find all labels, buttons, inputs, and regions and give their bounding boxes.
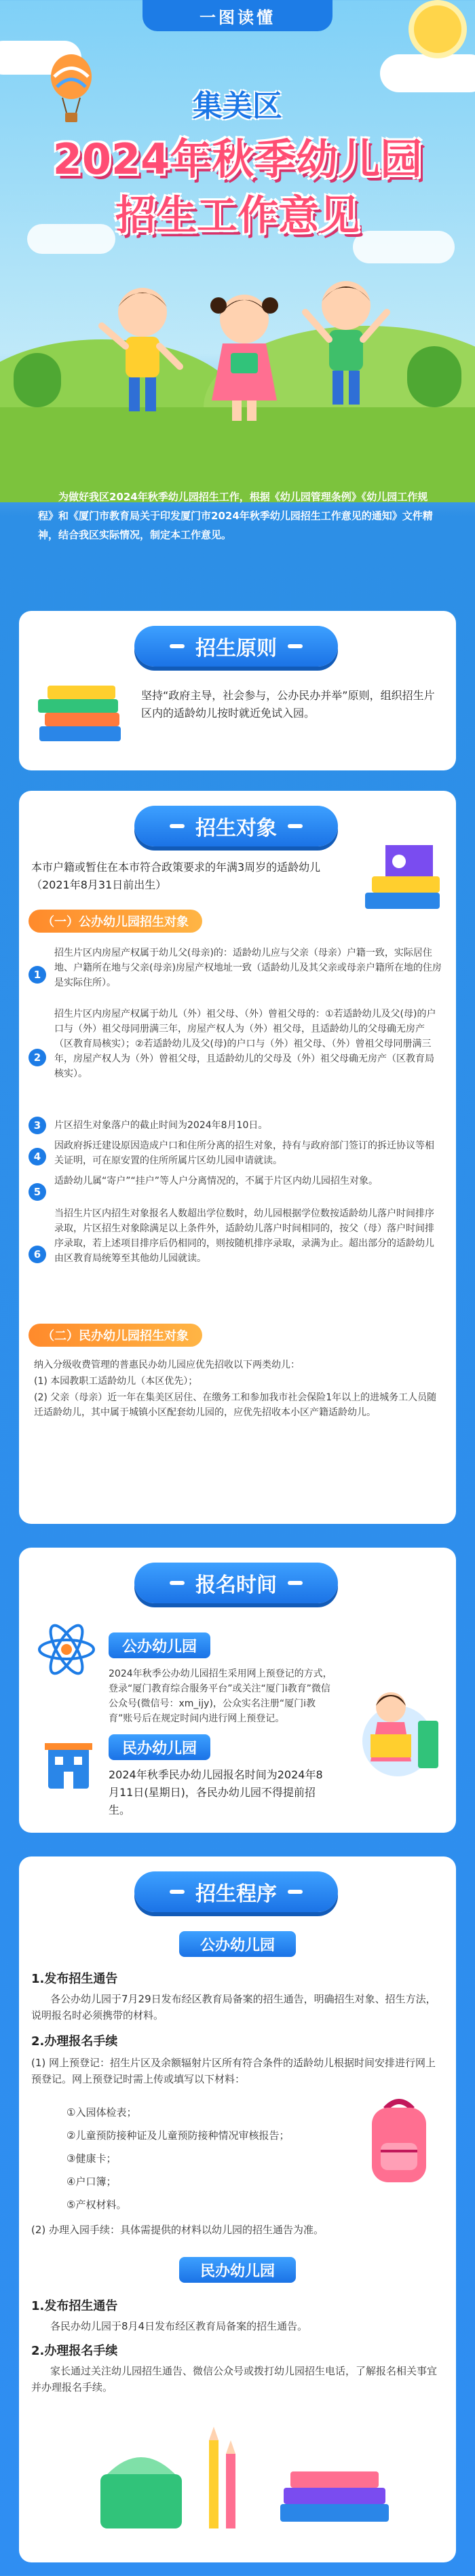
private-step1-title: 1.发布招生通告 [31, 2299, 118, 2313]
atom-icon [36, 1619, 97, 1680]
public-registration-text: 2024年秋季公办幼儿园招生采用网上预登记的方式，登录“厦门教育综合服务平台”或关注“厦门i教育”微信公众号(微信号：xm_ijy)，公众实名注册“厦门i教育”账号后在规定时间内进行网上预登记。 [109, 1668, 332, 1724]
material-item: ④户口簿； [66, 2176, 117, 2188]
tree-icon [14, 353, 61, 407]
item-number-5: 5 [28, 1183, 46, 1201]
target-item-6: 当招生片区内招生对象报名人数超出学位数时，幼儿园根据学位数按适龄幼儿落户时间排序录取，片区招生对象除满足以上条件外，适龄幼儿落户时间相同的，按父（母）落户时间排序录取，若上述项目排序后仍相同的，则按随机排序录取，录满为止。超出部分的适龄幼儿由区教育局统筹至其他幼儿园就读。 [54, 1208, 434, 1264]
item-number-2: 2 [28, 1049, 46, 1066]
public-step1-title: 1.发布招生通告 [31, 1972, 118, 1986]
page-title-line2: 招生工作意见 [115, 192, 360, 240]
target-heading: 招生对象 [134, 806, 338, 846]
registration-heading: 报名时间 [134, 1563, 338, 1603]
public-step2-admission: (2) 办理入园手续：具体需提供的材料以幼儿园的招生通告为准。 [31, 2224, 324, 2236]
public-kindergarten-label: 公办幼儿园 [109, 1632, 210, 1658]
target-item-1: 招生片区内房屋产权属于幼儿父(母亲)的：适龄幼儿应与父亲（母亲）户籍一致，实际居住地、户籍所在地与父亲(母亲)房屋产权地址一致（适龄幼儿及其父亲或母亲户籍所在地的住房是实际住所）。 [54, 948, 442, 988]
private-registration-text: 2024年秋季民办幼儿园报名时间为2024年8月11日(星期日)，各民办幼儿园不得提前招生。 [109, 1768, 323, 1816]
procedure-card [19, 1856, 456, 2562]
district-title: 集美区 [193, 89, 282, 124]
books-icon [33, 679, 128, 753]
target-item-3: 片区招生对象落户的截止时间为2024年8月10日。 [54, 1120, 268, 1131]
private-target-heading: （二）民办幼儿园招生对象 [28, 1324, 202, 1347]
target-card [19, 791, 456, 1524]
intro-paragraph: 为做好我区2024年秋季幼儿园招生工作，根据《幼儿园管理条例》《幼儿园工作规程》和《厦门市教育局关于印发厦门市2024年秋季幼儿园招生工作意见的通知》文件精神，结合我区实际情况，制定本工作意见。 [38, 491, 433, 541]
children-illustration [88, 272, 400, 434]
private-target-line1: 纳入分级收费管理的普惠民办幼儿园应优先招收以下两类幼儿： [34, 1360, 300, 1370]
item-number-6: 6 [28, 1246, 46, 1263]
target-item-2: 招生片区内房屋产权属于幼儿（外）祖父母、（外）曾祖父母的：①若适龄幼儿及父(母)的户口与（外）祖父母同册满三年，房屋产权人为（外）祖父母，且适龄幼儿的父母确无房产（区教育局核实）；②若适龄幼儿及父(母)的户口与（外）祖父母、（外）曾祖父母同册满三年，房屋产权人为（外）曾祖父母，且适龄幼儿的父母及（外）祖父母确无房产（区教育局核实）。 [54, 1009, 436, 1079]
private-step2-text: 家长通过关注幼儿园招生通告、微信公众号或拨打幼儿园招生电话，了解报名相关事宜并办理报名手续。 [31, 2365, 438, 2393]
material-item: ②儿童预防接种证及儿童预防接种情况审核报告； [66, 2129, 290, 2142]
target-intro: 本市户籍或暂住在本市符合政策要求的年满3周岁的适龄幼儿（2021年8月31日前出生） [31, 861, 321, 891]
private-kindergarten-label: 民办幼儿园 [109, 1734, 210, 1760]
procedure-public-label: 公办幼儿园 [179, 1931, 296, 1957]
material-item: ①入园体检表； [66, 2106, 137, 2118]
procedure-private-label: 民办幼儿园 [179, 2257, 296, 2283]
principle-card [19, 611, 456, 770]
header-badge: 一图读懂 [142, 0, 332, 31]
reading-girl-illustration [343, 1680, 445, 1782]
target-item-5: 适龄幼儿属“寄户”“挂户”等人户分离情况的，不属于片区内幼儿园招生对象。 [54, 1176, 379, 1187]
private-target-line3: (2) 父亲（母亲）近一年在集美区居住、在缴务工和参加我市社会保险1年以上的进城务工人员随迁适龄幼儿，其中属于城镇小区配套幼儿园的，应优先招收本小区产籍适龄幼儿。 [34, 1392, 437, 1418]
page-title-line1: 2024年秋季幼儿园 [52, 134, 423, 184]
book-stack-icon [358, 838, 446, 920]
private-step1-text: 各民办幼儿园于8月4日发布经区教育局备案的招生通告。 [50, 2320, 308, 2332]
book-and-pencils-illustration [87, 2413, 399, 2535]
procedure-heading: 招生程序 [134, 1871, 338, 1912]
material-item: ⑤产权材料。 [66, 2199, 127, 2211]
item-number-1: 1 [28, 966, 46, 984]
item-number-3: 3 [28, 1117, 46, 1134]
target-item-4: 因政府拆迁建设原因造成户口和住所分离的招生对象，持有与政府部门签订的拆迁协议等相关证明，可在原安置的住所所属片区幼儿园申请就读。 [54, 1140, 434, 1166]
building-icon [38, 1731, 99, 1792]
principle-heading: 招生原则 [134, 626, 338, 667]
tree-icon [407, 346, 461, 407]
item-number-4: 4 [28, 1148, 46, 1165]
sun-icon [414, 5, 461, 53]
public-step1-text: 各公办幼儿园于7月29日发布经区教育局备案的招生通告，明确招生对象、招生方法，说明报名时必须携带的材料。 [31, 1993, 436, 2021]
private-target-line2: (1) 本园教职工适龄幼儿（本区优先）； [34, 1376, 198, 1387]
principle-text: 坚持“政府主导，社会参与，公办民办并举”原则，组织招生片区内的适龄幼儿按时就近免试入园。 [141, 689, 435, 720]
private-step2-title: 2.办理报名手续 [31, 2344, 118, 2358]
backpack-icon [362, 2094, 436, 2189]
public-step2-online: (1) 网上预登记：招生片区及余额辐射片区所有符合条件的适龄幼儿根据时间安排进行网上预登记。网上预登记时需上传或填写以下材料： [31, 2057, 436, 2085]
public-target-heading: （一）公办幼儿园招生对象 [28, 910, 202, 933]
registration-card [19, 1548, 456, 1833]
material-item: ③健康卡； [66, 2152, 117, 2165]
public-step2-title: 2.办理报名手续 [31, 2034, 118, 2049]
